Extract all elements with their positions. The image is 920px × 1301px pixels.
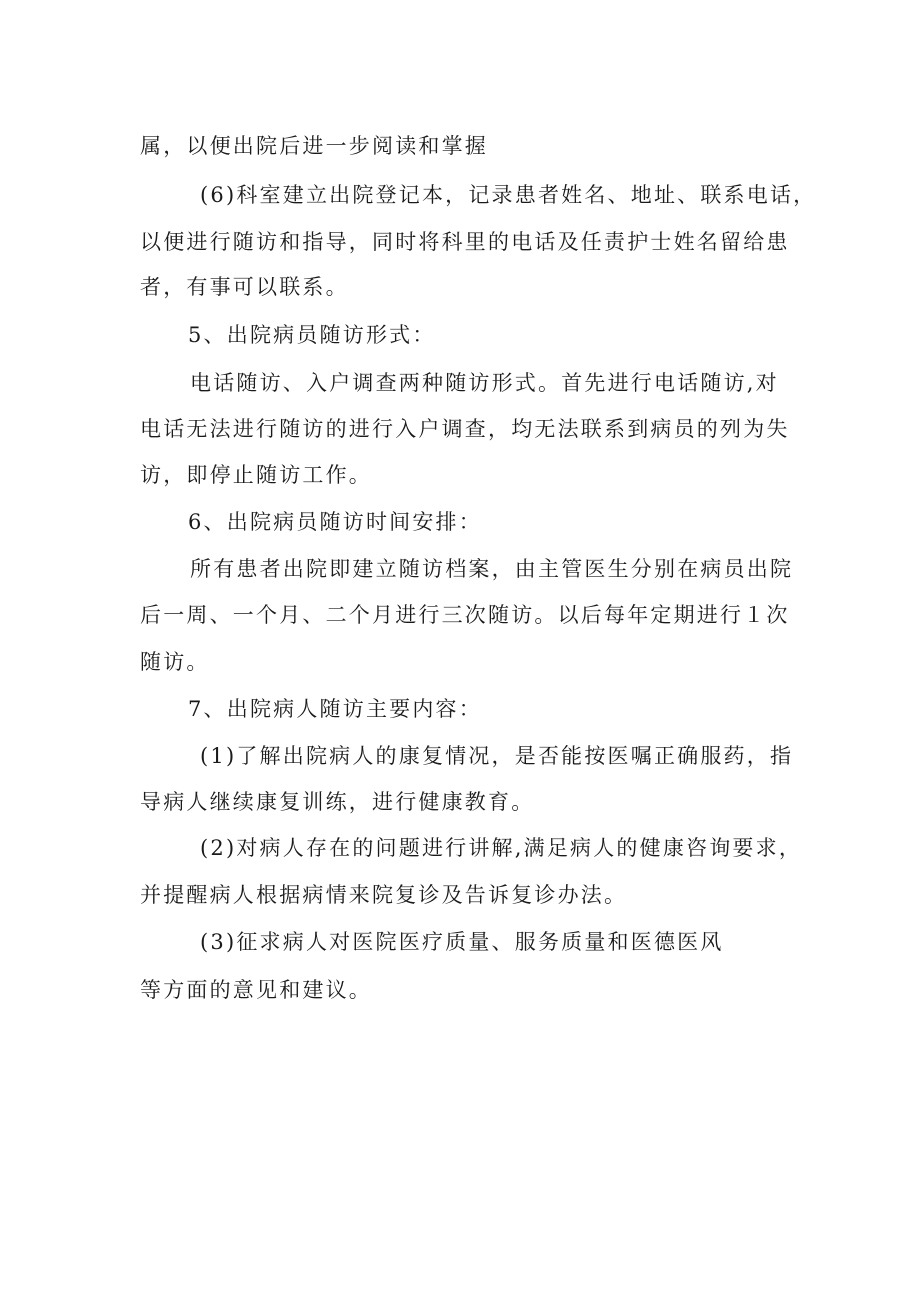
text-line: 以便进行随访和指导，同时将科里的电话及任责护士姓名留给患 — [140, 230, 790, 254]
text-line: 后一周、一个月、二个月进行三次随访。以后每年定期进行１次 — [140, 603, 790, 627]
text-line: (3)征求病人对医院医疗质量、服务质量和医德医风 — [200, 930, 724, 954]
text-line: 并提醒病人根据病情来院复诊及告诉复诊办法。 — [140, 883, 628, 907]
text-line: 访，即停止随访工作。 — [140, 463, 372, 487]
text-line: (6)科室建立出院登记本，记录患者姓名、地址、联系电话， — [200, 183, 817, 207]
text-line: 等方面的意见和建议。 — [140, 978, 372, 1002]
text-line: (1)了解出院病人的康复情况，是否能按医嘱正确服药，指 — [200, 744, 794, 768]
text-line: 随访。 — [140, 650, 210, 674]
text-line: 电话随访、入户调查两种随访形式。首先进行电话随访,对 — [190, 371, 779, 395]
text-line: (2)对病人存在的问题进行讲解,满足病人的健康咨询要求， — [200, 836, 803, 860]
text-line: 者，有事可以联系。 — [140, 275, 349, 299]
section-heading: 6、出院病员随访时间安排： — [188, 510, 482, 534]
text-line: 所有患者出院即建立随访档案，由主管医生分别在病员出院 — [190, 557, 794, 581]
section-heading: 5、出院病员随访形式： — [188, 323, 436, 347]
section-heading: 7、出院病人随访主要内容： — [188, 697, 482, 721]
text-line: 导病人继续康复训练，进行健康教育。 — [140, 790, 535, 814]
text-line: 属，以便出院后进一步阅读和掌握 — [140, 134, 488, 158]
text-line: 电话无法进行随访的进行入户调查，均无法联系到病员的列为失 — [140, 417, 790, 441]
